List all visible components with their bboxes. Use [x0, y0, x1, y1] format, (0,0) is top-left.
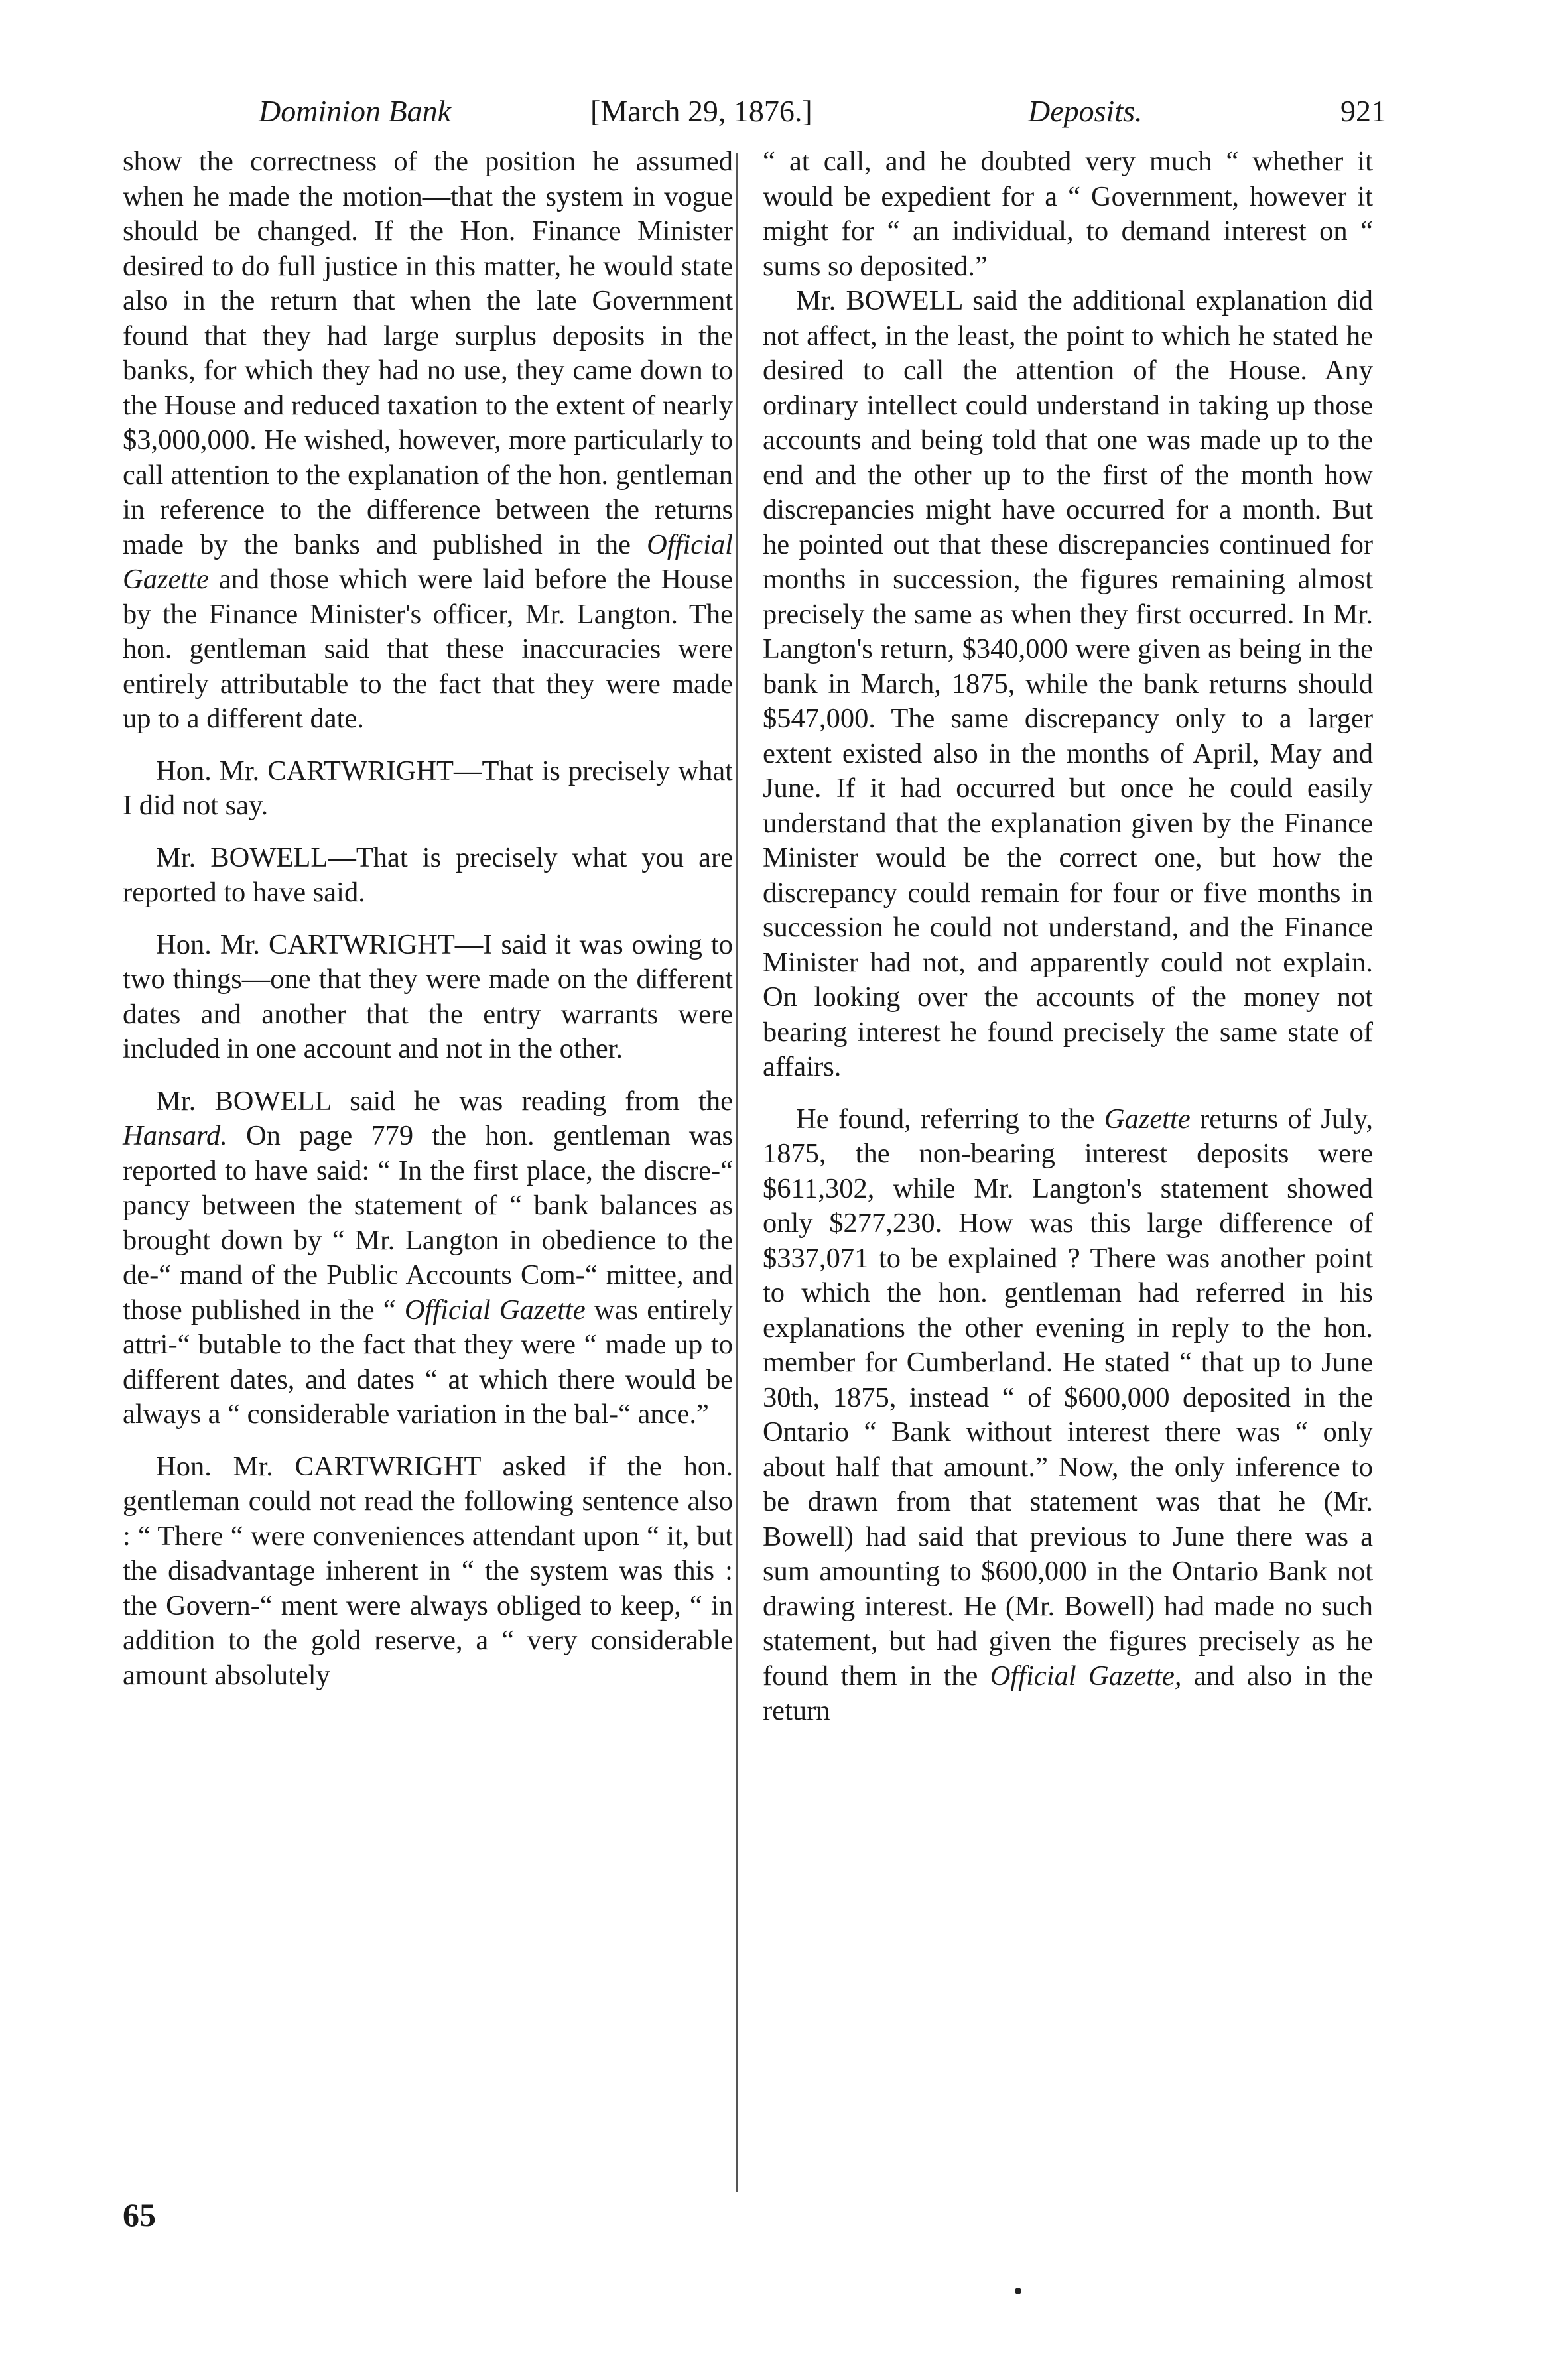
paragraph: Mr. BOWELL said he was reading from the Hansard. On page 779 the hon. gentleman was reported to have said: “ In the first place, the discre-“ pancy between the statement of “ bank balances as brought down by “ Mr. Langton in obedience to the de-“ mand of the Public Accounts Com-“ mittee, and those published in the “ Official Gazette was entirely attri-“ butable to the fact that they were “ made up to different dates, and dates “ at which there would be always a “ considerable variation in the bal-“ ance.”	[123, 1085, 733, 1430]
left-column	[123, 145, 733, 1693]
ink-dot	[1015, 2288, 1021, 2294]
header-left: Dominion Bank	[259, 94, 452, 128]
page-number: 921	[1340, 94, 1386, 128]
paragraph: He found, referring to the Gazette returns of July, 1875, the non-bearing interest deposits were $611,302, while Mr. Langton's statement showed only $277,230. How was this large difference of $337,071 to be explained ? There was another point to which the hon. gentleman had referred in his explanations the other evening in reply to the hon. member for Cumberland. He stated “ that up to June 30th, 1875, instead “ of $600,000 deposited in the Ontario “ Bank without interest there was “ only about half that amount.” Now, the only inference to be drawn from that statement was that he (Mr. Bowell) had said that previous to June there was a sum amounting to $600,000 in the Ontario Bank not drawing interest. He (Mr. Bowell) had made no such statement, but had given the figures precisely as he found them in the Official Gazette, and also in the return	[763, 1103, 1373, 1726]
paragraph: “ at call, and he doubted very much “ whether it would be expedient for a “ Government, however it might for “ an individual, to demand interest on “ sums so deposited.”	[763, 146, 1373, 282]
header-right: Deposits.	[1028, 94, 1143, 128]
signature-mark: 65	[123, 2196, 156, 2233]
right-column	[763, 145, 1373, 1729]
running-header	[126, 78, 1386, 145]
header-date: [March 29, 1876.]	[590, 94, 812, 128]
paragraph: Hon. Mr. CARTWRIGHT—That is precisely what I did not say.	[123, 755, 733, 821]
paragraph: Hon. Mr. CARTWRIGHT asked if the hon. gentleman could not read the following sentence also : “ There “ were conveniences attendant upon “ it, but the disadvantage inherent in “ the system was this : the Govern-“ ment were always obliged to keep, “ in addition to the gold reserve, a “ very considerable amount absolutely	[123, 1450, 733, 1691]
column-divider	[736, 153, 738, 2192]
paragraph: Hon. Mr. CARTWRIGHT—I said it was owing to two things—one that they were made on the different dates and another that the entry warrants were included in one account and not in the other.	[123, 928, 733, 1064]
paragraph: Mr. BOWELL—That is precisely what you are reported to have said.	[123, 842, 733, 908]
paragraph: Mr. BOWELL said the additional explanation did not affect, in the least, the point to which he stated he desired to call the attention of the House. Any ordinary intellect could understand in taking up those accounts and being told that one was made up to the end and the other up to the first of the month how discrepancies might have occurred for a month. But he pointed out that these discrepancies continued for months in succession, the figures remaining almost precisely the same as when they first occurred. In Mr. Langton's return, $340,000 were given as being in the bank in March, 1875, while the bank returns should $547,000. The same discrepancy only to a larger extent existed also in the months of April, May and June. If it had occurred but once he could easily understand that the explanation given by the Finance Minister would be the correct one, but how the discrepancy could remain for four or five months in succession he could not understand, and the Finance Minister had not, and apparently could not explain. On looking over the accounts of the money not bearing interest he found precisely the same state of affairs.	[763, 285, 1373, 1082]
paragraph: show the correctness of the position he assumed when he made the motion—that the system in vogue should be changed. If the Hon. Finance Minister desired to do full justice in this matter, he would state also in the return that when the late Government found that they had large surplus deposits in the banks, for which they had no use, they came down to the House and reduced taxation to the extent of nearly $3,000,000. He wished, however, more particularly to call attention to the explanation of the hon. gentleman in reference to the difference between the returns made by the banks and published in the Official Gazette and those which were laid before the House by the Finance Minister's officer, Mr. Langton. The hon. gentleman said that these inaccuracies were entirely attributable to the fact that they were made up to a different date.	[123, 146, 733, 734]
